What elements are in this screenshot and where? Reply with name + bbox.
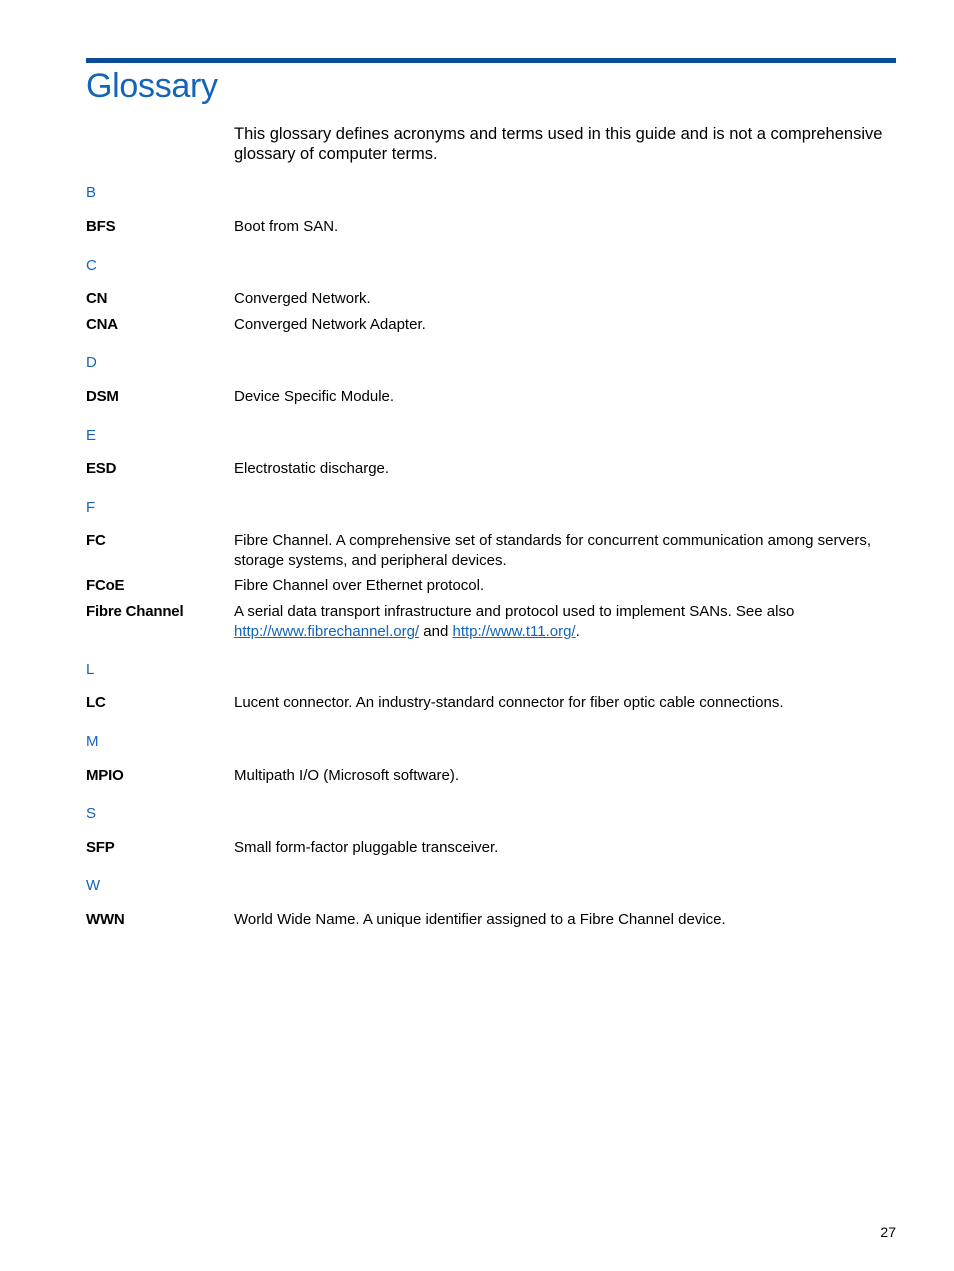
glossary-definition: Converged Network Adapter. (234, 316, 426, 333)
glossary-definition (234, 602, 898, 642)
glossary-term: BFS (86, 218, 116, 235)
page-title: Glossary (86, 67, 218, 105)
glossary-definition: Fibre Channel. A comprehensive set of standards for concurrent communication among servers, storage systems, and peripheral devices. (234, 532, 871, 569)
glossary-definition: Converged Network. (234, 290, 371, 307)
section-letter-e: E (86, 427, 97, 444)
section-letter-m: M (86, 733, 99, 750)
glossary-term: FC (86, 532, 106, 549)
glossary-definition: Boot from SAN. (234, 218, 339, 235)
glossary-definition: Multipath I/O (Microsoft software). (234, 767, 460, 784)
glossary-term: SFP (86, 839, 115, 856)
glossary-definition: Electrostatic discharge. (234, 460, 390, 477)
section-letter-b: B (86, 184, 97, 201)
glossary-term: DSM (86, 388, 119, 405)
glossary-definition: Fibre Channel over Ethernet protocol. (234, 577, 485, 594)
section-letter-s: S (86, 805, 97, 822)
definition-text: . (575, 623, 580, 640)
t11-link[interactable]: http://www.t11.org/ (452, 623, 576, 640)
glossary-term: ESD (86, 460, 117, 477)
glossary-term: FCoE (86, 577, 125, 594)
definition-text: and (419, 623, 453, 640)
glossary-definition: Device Specific Module. (234, 388, 395, 405)
glossary-term: WWN (86, 911, 125, 928)
definition-text: A serial data transport infrastructure and protocol used to implement SANs. See also (234, 603, 795, 620)
section-letter-l: L (86, 661, 95, 678)
fibrechannel-link[interactable]: http://www.fibrechannel.org/ (234, 623, 420, 640)
glossary-term: LC (86, 694, 106, 711)
glossary-definition: Small form-factor pluggable transceiver. (234, 839, 499, 856)
intro-paragraph: This glossary defines acronyms and terms used in this guide and is not a comprehensive glossary of computer terms. (234, 125, 883, 163)
glossary-term: MPIO (86, 767, 124, 784)
page-number: 27 (880, 1224, 896, 1240)
title-rule (86, 58, 896, 63)
section-letter-w: W (86, 877, 101, 894)
glossary-definition: Lucent connector. An industry-standard connector for fiber optic cable connections. (234, 694, 784, 711)
glossary-term: Fibre Channel (86, 603, 184, 620)
section-letter-c: C (86, 257, 97, 274)
section-letter-f: F (86, 499, 96, 516)
glossary-term: CN (86, 290, 108, 307)
section-letter-d: D (86, 354, 97, 371)
glossary-definition: World Wide Name. A unique identifier assigned to a Fibre Channel device. (234, 911, 726, 928)
glossary-term: CNA (86, 316, 118, 333)
